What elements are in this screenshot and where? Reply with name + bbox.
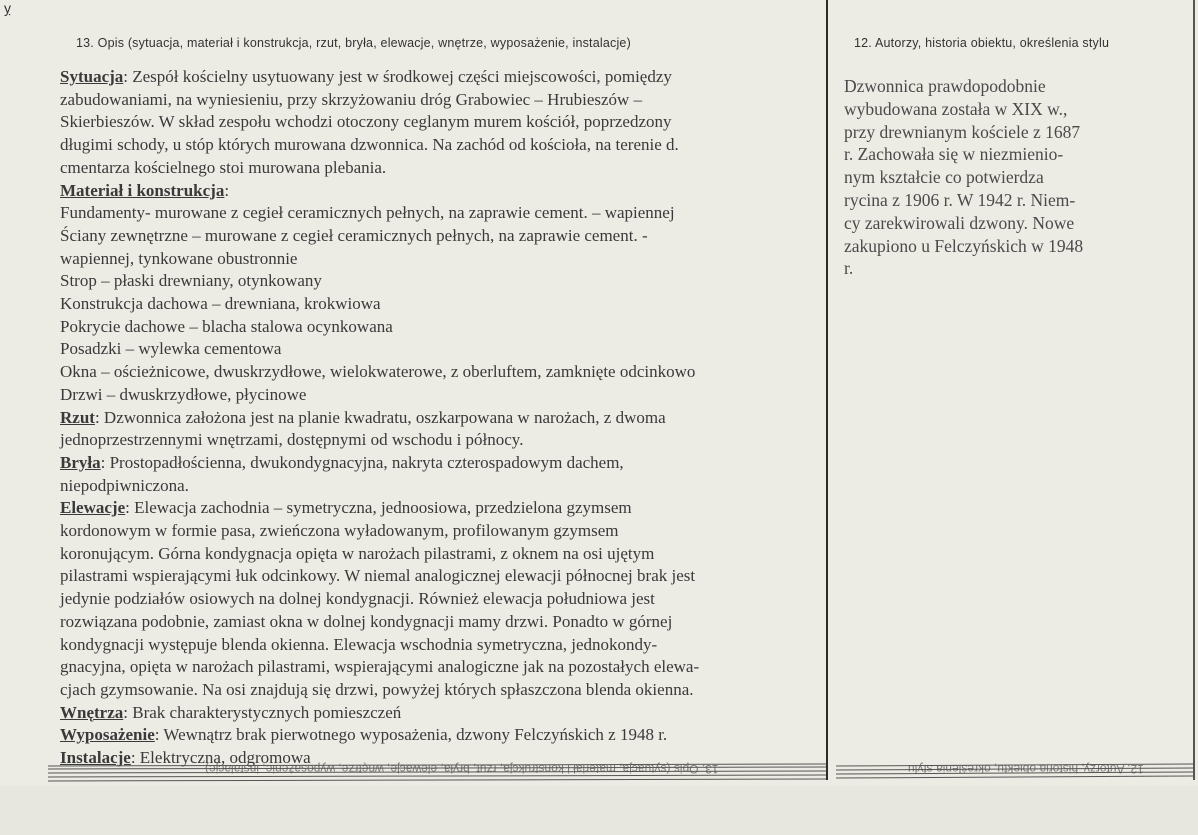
line-text: : Brak charakterystycznych pomieszczeń (123, 702, 402, 722)
line-text: jednoprzestrzennymi wnętrzami, dostępnymi od wschodu i północy. (60, 430, 524, 450)
description-line (60, 384, 820, 407)
section-label: Bryła (60, 452, 101, 472)
description-line (60, 180, 820, 203)
description-line (60, 225, 820, 248)
line-text: Fundamenty- murowane z cegieł ceramicznych pełnych, na zaprawie cement. – wapiennej (60, 203, 675, 223)
mirrored-description-header: 13. Opis (sytuacja, materiał i konstrukcja, rzut, bryła, elewacje, wnętrze, wyposażenie, instalacje) (205, 762, 719, 776)
line-text: : Elektryczna, odgromowa (130, 748, 311, 768)
line-text: : Elewacja zachodnia – symetryczna, jednoosiowa, przedzielona gzymsem (125, 498, 632, 518)
section-label: Wnętrza (60, 702, 124, 722)
column-divider (826, 0, 828, 780)
description-line (60, 361, 820, 384)
section-label: Instalacje (60, 748, 131, 768)
description-line (60, 111, 820, 134)
line-text: kordonowym w formie pasa, zwieńczona wyładowanym, profilowanym gzymsem (60, 521, 619, 541)
description-line (60, 429, 820, 452)
description-line (60, 724, 820, 747)
page-bottom-margin (0, 786, 1198, 835)
line-text: kondygnacji występuje blenda okienna. Elewacja wschodnia symetryczna, jednokondy- (60, 634, 658, 654)
line-text: rozwiązana podobnie, zamiast okna w dolnej kondygnacji mamy drzwi. Ponadto w górnej (60, 611, 673, 631)
history-line: zakupiono u Felczyńskich w 1948 (844, 235, 1084, 256)
description-line (60, 338, 820, 361)
corner-mark: ỵ (4, 0, 11, 16)
line-text: wapiennej, tynkowane obustronnie (60, 248, 298, 268)
line-text: : Zespół kościelny usytuowany jest w środkowej części miejscowości, pomiędzy (123, 67, 672, 86)
section-label: Materiał i konstrukcja (60, 180, 225, 200)
line-text: Strop – płaski drewniany, otynkowany (60, 271, 322, 291)
line-text: : Dzwonnica założona jest na planie kwadratu, oszkarpowana w narożach, z dwoma (94, 407, 666, 427)
description-line (60, 611, 820, 634)
description-line (60, 202, 820, 225)
history-line: r. Zachowała się w niezmienio- (844, 144, 1064, 165)
line-text: Drzwi – dwuskrzydłowe, płycinowe (60, 384, 307, 404)
line-text: cmentarza kościelnego stoi murowana plebania. (60, 157, 387, 177)
description-line (60, 497, 820, 520)
description-line (60, 475, 820, 498)
line-text: Pokrycie dachowe – blacha stalowa ocynkowana (60, 316, 393, 336)
description-line (60, 543, 820, 566)
description-line (60, 634, 820, 657)
history-line: cy zarekwirowali dzwony. Nowe (844, 212, 1075, 233)
line-text: Ściany zewnętrzne – murowane z cegieł ceramicznych pełnych, na zaprawie cement. - (60, 225, 648, 245)
history-header: 12. Autorzy, historia obiektu, określenia stylu (854, 36, 1110, 50)
history-line: Dzwonnica prawdopodobnie (844, 76, 1046, 96)
description-line (60, 520, 820, 543)
line-text: : Wewnątrz brak pierwotnego wyposażenia, dzwony Felczyńskich z 1948 r. (154, 725, 668, 745)
description-line (60, 656, 820, 679)
description-line (60, 702, 820, 725)
description-line (60, 157, 820, 180)
history-body (844, 75, 1164, 280)
line-text: koronującym. Górna kondygnacja opięta w narożach pilastrami, z oknem na osi ujętym (60, 543, 655, 563)
line-text: jedynie podziałów osiowych na dolnej kondygnacji. Również elewacja południowa jest (60, 589, 655, 609)
description-line (60, 407, 820, 430)
line-text: cjach gzymsowanie. Na osi znajdują się drzwi, powyżej których spłaszczona blenda okienna. (60, 679, 694, 699)
description-line (60, 248, 820, 271)
history-column (830, 0, 1198, 770)
description-body (60, 66, 820, 770)
description-line (60, 565, 820, 588)
description-line (60, 316, 820, 339)
description-line (60, 452, 820, 475)
mirrored-history-header: 12. Autorzy, historia obiektu, określenia stylu (908, 762, 1144, 776)
history-line: r. (844, 258, 854, 279)
history-line: nym kształcie co potwierdza (844, 167, 1044, 188)
section-label: Wyposażenie (60, 725, 155, 745)
line-text: pilastrami wspierającymi łuk odcinkowy. W niemal analogicznej elewacji północnej brak jest (60, 566, 696, 586)
history-line: przy drewnianym kościele z 1687 (844, 121, 1081, 142)
line-text: Okna – ościeżnicowe, dwuskrzydłowe, wielokwaterowe, z oberluftem, zamknięte odcinkowo (60, 362, 696, 382)
line-text: długimi schody, u stóp których murowana dzwonnica. Na zachód od kościoła, na terenie d. (60, 135, 679, 155)
history-line: wybudowana została w XIX w., (844, 98, 1068, 119)
section-label: Rzut (60, 407, 95, 427)
description-header: 13. Opis (sytuacja, materiał i konstrukcja, rzut, bryła, elewacje, wnętrze, wyposażenie, instalacje) (76, 36, 631, 50)
description-line (60, 134, 820, 157)
history-line: rycina z 1906 r. W 1942 r. Niem- (844, 189, 1076, 210)
line-text: niepodpiwniczona. (60, 475, 189, 495)
description-line (60, 293, 820, 316)
line-text: zabudowaniami, na wyniesieniu, przy skrzyżowaniu dróg Grabowiec – Hrubieszów – (60, 89, 643, 109)
line-text: Konstrukcja dachowa – drewniana, krokwiowa (60, 294, 381, 314)
description-line (60, 66, 820, 89)
section-label: Elewacje (60, 498, 126, 518)
line-text: Skierbieszów. W skład zespołu wchodzi otoczony ceglanym murem kościół, poprzedzony (60, 112, 672, 132)
line-text: gnacyjna, opięta w narożach pilastrami, wspierającymi analogiczne jak na pozostałych elewa- (60, 657, 700, 677)
line-text: : Prostopadłościenna, dwukondygnacyjna, nakryta czterospadowym dachem, (100, 452, 624, 472)
description-line (60, 89, 820, 112)
description-line (60, 270, 820, 293)
description-line (60, 588, 820, 611)
line-text: Posadzki – wylewka cementowa (60, 339, 282, 359)
line-text: : (224, 180, 230, 200)
section-label: Sytuacja (60, 67, 124, 86)
description-line (60, 679, 820, 702)
page-edge (1193, 0, 1195, 780)
